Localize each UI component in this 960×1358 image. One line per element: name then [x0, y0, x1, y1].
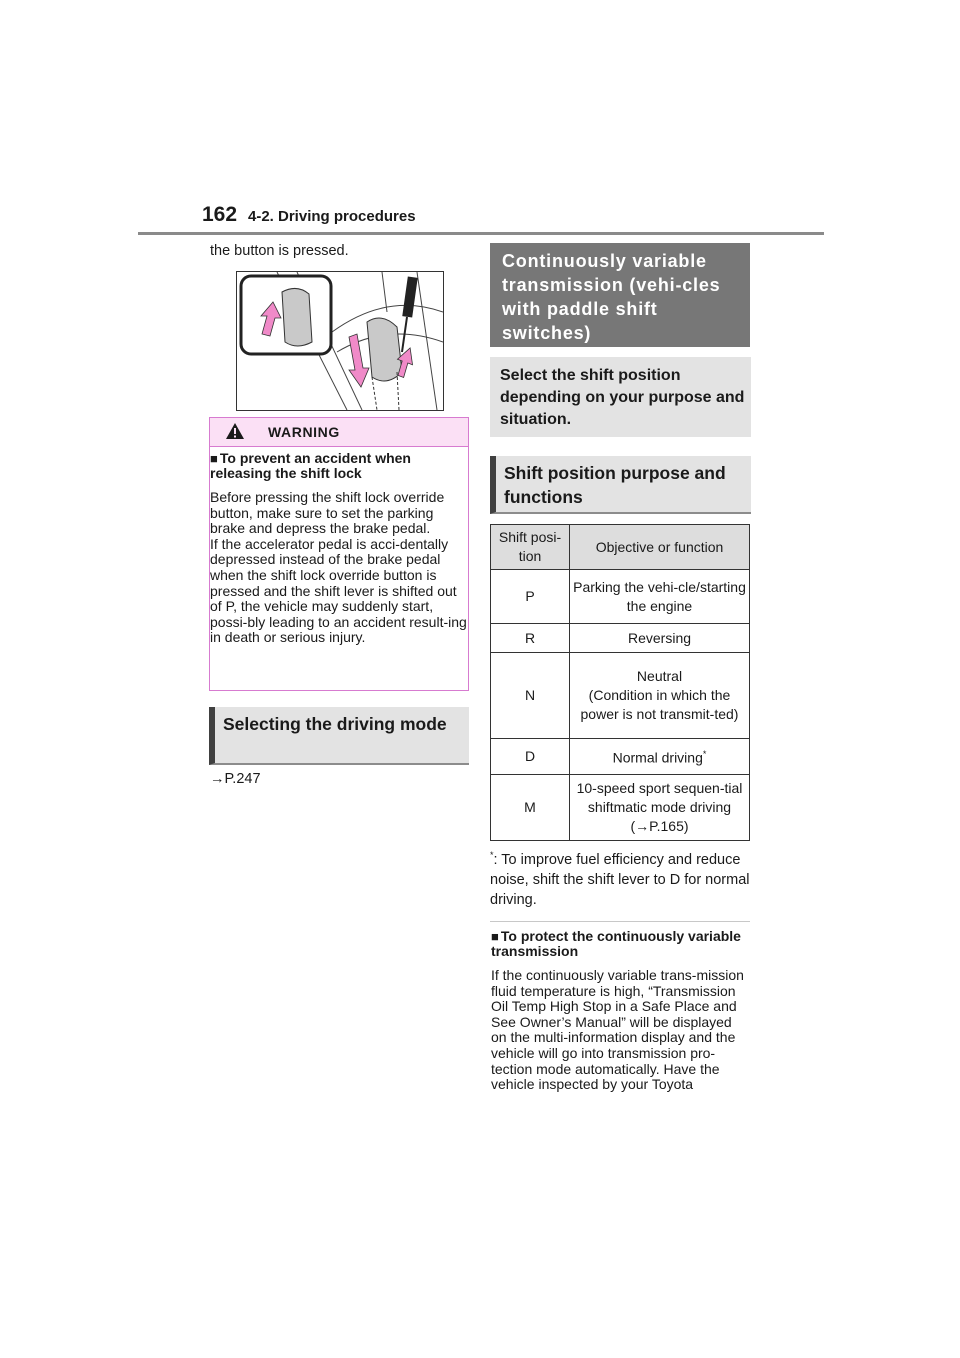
shift-lock-figure	[236, 271, 444, 411]
page-reference-link[interactable]: →P.247	[210, 771, 261, 787]
table-cell: Neutral (Condition in which the power is not transmit-ted)	[570, 653, 750, 739]
table-header-cell: Shift posi-tion	[491, 525, 570, 570]
table-cell: Parking the vehi-cle/starting the engine	[570, 570, 750, 624]
shift-lever-illustration	[237, 272, 443, 410]
table-cell: N	[491, 653, 570, 739]
shift-position-table	[490, 524, 750, 841]
cvt-heading: Continuously variable transmission (vehi-cles with paddle shift switches)	[502, 251, 721, 343]
table-cell: D	[491, 739, 570, 775]
page-number: 162	[202, 203, 238, 226]
warning-subtitle: ■ To prevent an accident when releasing the shift lock	[210, 450, 411, 481]
driving-mode-heading: Selecting the driving mode	[209, 707, 469, 765]
warning-label: WARNING	[268, 424, 340, 440]
square-bullet-icon: ■	[491, 929, 499, 944]
table-cell: Normal driving*	[570, 739, 750, 775]
warning-triangle-icon	[225, 422, 245, 445]
table-cell: M	[491, 775, 570, 841]
table-header-row	[491, 525, 750, 570]
square-bullet-icon: ■	[210, 451, 218, 466]
table-row	[491, 624, 750, 653]
lead-text: the button is pressed.	[210, 243, 349, 259]
divider	[490, 921, 750, 922]
warning-body: Before pressing the shift lock override button, make sure to set the parking brake and depress the brake pedal. If the accelerator pedal is acci-dentally depressed instead of the brake pedal when the shift lock override button is pressed and the shift lever is shifted out of P, the vehicle may suddenly start, possi-bly leading to an accident result-ing in death or serious injury.	[210, 489, 467, 646]
table-cell: 10-speed sport sequen-tial shiftmatic mode driving (→P.165)	[570, 775, 750, 841]
footnote: *: To improve fuel efficiency and reduce noise, shift the shift lever to D for normal driving.	[490, 850, 750, 908]
table-row	[491, 739, 750, 775]
select-position-text: Select the shift position depending on your purpose and situation.	[500, 367, 745, 428]
table-row	[491, 775, 750, 841]
warning-header	[210, 418, 468, 447]
table-cell: Reversing	[570, 624, 750, 653]
table-row	[491, 653, 750, 739]
shift-position-heading: Shift position purpose and functions	[490, 456, 751, 514]
table-cell: P	[491, 570, 570, 624]
header-rule	[138, 232, 824, 235]
table-row	[491, 570, 750, 624]
table-cell: R	[491, 624, 570, 653]
section-title: 4-2. Driving procedures	[248, 208, 416, 225]
protect-body: If the continuously variable trans-mission fluid temperature is high, “Transmission Oil Temp High Stop in a Safe Place and See Owner’s Manual” will be displayed on the multi-information display and the vehicle will go into transmission pro-tection mode automatically. Have the vehicle inspected by your Toyota	[491, 967, 744, 1093]
protect-subtitle: ■ To protect the continuously variable transmission	[491, 928, 741, 959]
table-header-cell: Objective or function	[570, 525, 750, 570]
